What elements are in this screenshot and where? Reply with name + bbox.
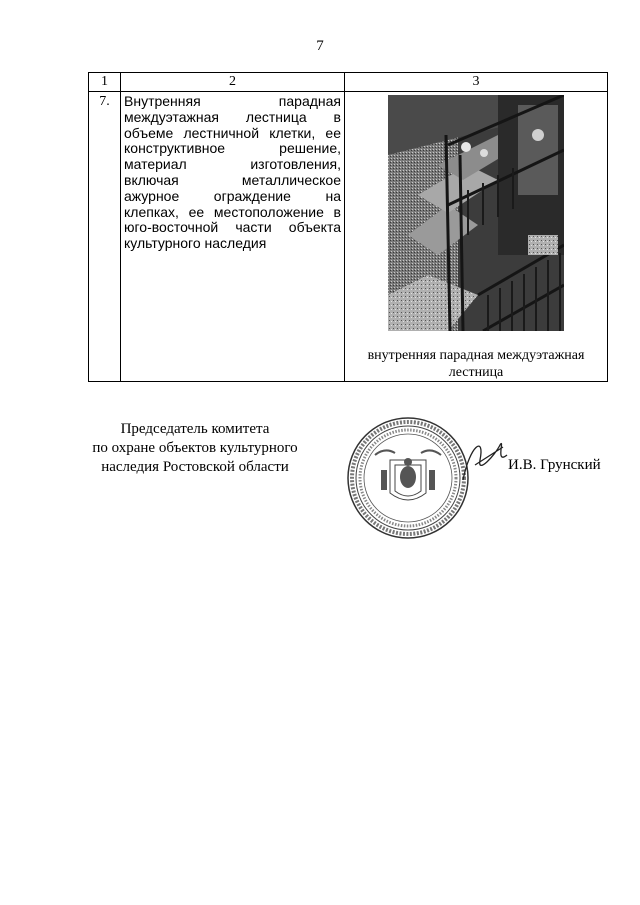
handwritten-signature — [455, 425, 515, 495]
description-line: междуэтажная лестница в — [124, 108, 341, 125]
description-line: объеме лестничной клетки, ее — [124, 124, 341, 141]
description-line: ажурное ограждение на — [124, 187, 341, 204]
description-line: клепках, ее местоположение в — [124, 203, 341, 220]
header-col-1: 1 — [89, 73, 121, 92]
monument-table — [88, 72, 608, 382]
staircase-photo — [388, 95, 564, 331]
photo-caption: внутренняя парадная междуэтажная лестница — [367, 348, 585, 380]
description-line: Внутренняя парадная — [124, 93, 341, 109]
signer-position-line: по охране объектов культурного — [92, 440, 298, 456]
page-number: 7 — [316, 38, 324, 54]
description-line: конструктивное решение, — [124, 140, 341, 157]
row-number: 7. — [89, 92, 121, 382]
signer-position — [80, 420, 310, 477]
signer-position-line: Председатель комитета — [120, 421, 270, 437]
header-col-2: 2 — [121, 73, 345, 92]
table-row — [89, 92, 608, 382]
photo-cell — [345, 92, 608, 382]
signer-name: И.В. Грунский — [508, 457, 601, 473]
header-col-3: 3 — [345, 73, 608, 92]
table-header-row — [89, 73, 608, 92]
description-line: материал изготовления, — [124, 156, 341, 173]
official-seal — [345, 415, 471, 541]
row-description — [121, 92, 345, 382]
description-line: культурного наследия — [124, 235, 267, 252]
description-line: включая металлическое — [124, 171, 341, 188]
signer-position-line: наследия Ростовской области — [101, 459, 289, 475]
description-line: юго-восточной части объекта — [124, 219, 341, 236]
